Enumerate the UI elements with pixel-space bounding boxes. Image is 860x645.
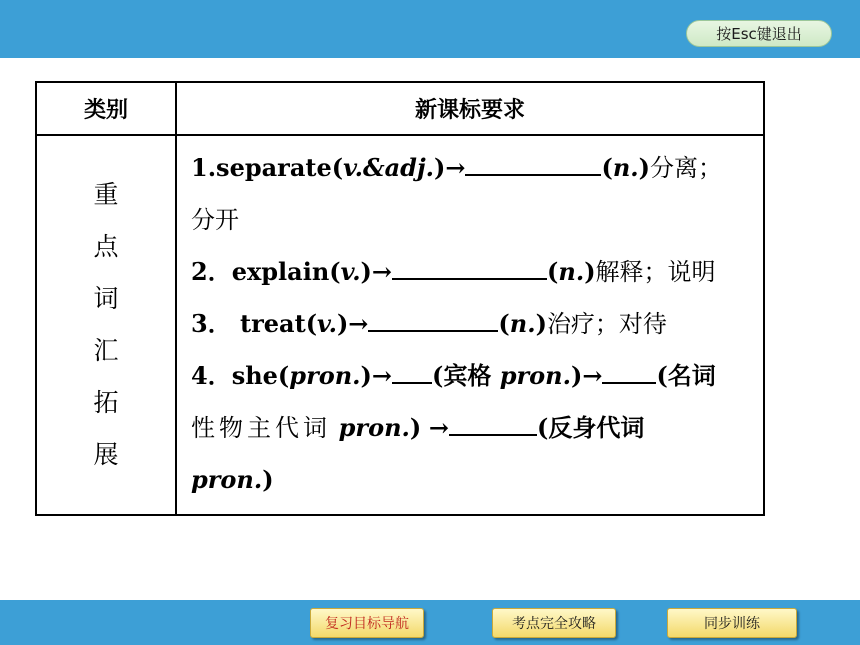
category-vertical-text bbox=[38, 176, 174, 474]
item-2-n-close: ) bbox=[584, 257, 596, 286]
answer-blank[interactable] bbox=[602, 362, 656, 384]
item-3-meaning: 治疗；对待 bbox=[546, 310, 667, 338]
item-1-meaning-cont: 分开 bbox=[191, 206, 239, 234]
item-2-word: 2．explain( bbox=[191, 257, 341, 286]
category-cell bbox=[36, 135, 176, 515]
item-3-n-close: ) bbox=[535, 309, 547, 338]
item-4-obj-pos: pron. bbox=[499, 361, 571, 390]
item-1-word: 1.separate( bbox=[191, 153, 344, 182]
item-2 bbox=[191, 246, 751, 298]
item-2-meaning: 解释；说明 bbox=[595, 258, 716, 286]
answer-blank[interactable] bbox=[392, 362, 432, 384]
category-char: 点 bbox=[93, 232, 119, 261]
review-goals-button[interactable]: 复习目标导航 bbox=[310, 608, 424, 638]
item-2-n: n. bbox=[558, 257, 585, 286]
item-1-cont bbox=[191, 194, 751, 246]
item-4-word: 4．she( bbox=[191, 361, 290, 390]
key-points-button[interactable]: 考点完全攻略 bbox=[492, 608, 616, 638]
item-3-pos: v. bbox=[317, 309, 337, 338]
item-1-n: n. bbox=[612, 153, 639, 182]
answer-blank[interactable] bbox=[368, 310, 498, 332]
vocabulary-table bbox=[35, 81, 765, 516]
item-4-pos: pron. bbox=[289, 361, 361, 390]
table-header-row bbox=[36, 82, 764, 135]
item-4-refl-open: (反身代词 bbox=[537, 413, 645, 442]
item-4-obj-close: )→ bbox=[570, 361, 603, 390]
header-category: 类别 bbox=[36, 82, 176, 135]
item-4-poss-close: ) bbox=[409, 413, 422, 442]
table-row bbox=[36, 135, 764, 515]
category-char: 拓 bbox=[93, 388, 119, 417]
item-4-poss-open: (名词 bbox=[656, 361, 716, 390]
item-1-n-open: ( bbox=[601, 153, 613, 182]
item-4-refl-close: ) bbox=[262, 465, 274, 494]
item-1 bbox=[191, 142, 751, 194]
item-1-arrow: )→ bbox=[434, 153, 466, 182]
category-char: 词 bbox=[93, 284, 119, 313]
category-char: 重 bbox=[93, 180, 119, 209]
item-4-arrow: )→ bbox=[360, 361, 393, 390]
requirement-cell bbox=[176, 135, 764, 515]
item-1-meaning: 分离； bbox=[650, 154, 723, 182]
item-4-poss-text: 性物主代词 bbox=[191, 414, 331, 442]
item-4-cont bbox=[191, 402, 751, 454]
answer-blank[interactable] bbox=[449, 414, 537, 436]
item-4-arrow-2: → bbox=[428, 413, 449, 442]
answer-blank[interactable] bbox=[465, 154, 601, 176]
item-3 bbox=[191, 298, 751, 350]
item-4-poss-pos: pron. bbox=[338, 413, 410, 442]
answer-blank[interactable] bbox=[392, 258, 547, 280]
item-3-n-open: ( bbox=[498, 309, 510, 338]
item-2-arrow: )→ bbox=[360, 257, 393, 286]
exit-esc-button[interactable]: 按Esc键退出 bbox=[686, 20, 832, 47]
item-4-obj-open: (宾格 bbox=[432, 361, 500, 390]
item-2-n-open: ( bbox=[547, 257, 559, 286]
item-1-pos: v.&adj. bbox=[343, 153, 435, 182]
category-char: 展 bbox=[93, 440, 119, 469]
item-4-refl-pos: pron. bbox=[191, 465, 263, 494]
practice-button[interactable]: 同步训练 bbox=[667, 608, 797, 638]
item-4 bbox=[191, 350, 751, 402]
category-char: 汇 bbox=[93, 336, 119, 365]
item-3-word: 3． treat( bbox=[191, 309, 318, 338]
item-3-n: n. bbox=[509, 309, 536, 338]
item-4-cont-2 bbox=[191, 454, 751, 506]
header-requirement: 新课标要求 bbox=[176, 82, 764, 135]
item-2-pos: v. bbox=[340, 257, 361, 286]
item-1-n-close: ) bbox=[638, 153, 651, 182]
item-3-arrow: )→ bbox=[336, 309, 369, 338]
